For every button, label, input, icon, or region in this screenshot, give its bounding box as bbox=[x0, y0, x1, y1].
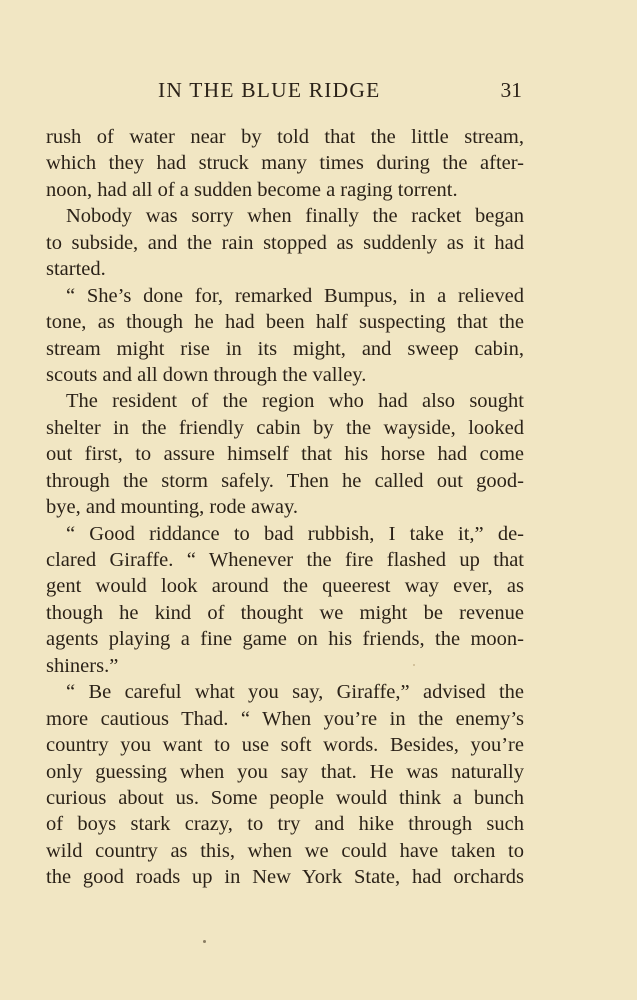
text-line: agents playing a fine game on his friends, the moon- bbox=[46, 628, 524, 651]
text-line: which they had struck many times during the after- bbox=[46, 152, 524, 175]
paper-speck bbox=[203, 940, 206, 943]
page-header bbox=[46, 78, 524, 112]
text-line: more cautious Thad. “ When you’re in the enemy’s bbox=[46, 707, 524, 730]
text-line: bye, and mounting, rode away. bbox=[46, 496, 299, 519]
text-line: started. bbox=[46, 258, 106, 281]
text-line: tone, as though he had been half suspecting that the bbox=[46, 311, 524, 334]
text-line: though he kind of thought we might be revenue bbox=[46, 601, 524, 624]
text-line: stream might rise in its might, and sweep cabin, bbox=[46, 337, 524, 360]
text-line: noon, had all of a sudden become a raging torrent. bbox=[46, 178, 458, 201]
text-line: shiners.” bbox=[46, 654, 119, 677]
text-line: scouts and all down through the valley. bbox=[46, 363, 367, 386]
text-line: gent would look around the queerest way ever, as bbox=[46, 575, 524, 598]
text-line: curious about us. Some people would think a bunch bbox=[46, 786, 524, 809]
text-line: the good roads up in New York State, had orchards bbox=[46, 866, 524, 889]
text-line: out first, to assure himself that his horse had come bbox=[46, 443, 524, 466]
text-line: “ Good riddance to bad rubbish, I take it,” de- bbox=[66, 522, 524, 545]
paper-speck bbox=[413, 664, 415, 666]
text-line: shelter in the friendly cabin by the wayside, looked bbox=[46, 416, 524, 439]
text-line: country you want to use soft words. Besides, you’re bbox=[46, 734, 524, 757]
body-text bbox=[46, 124, 524, 891]
text-line: to subside, and the rain stopped as suddenly as it had bbox=[46, 231, 524, 254]
page-number: 31 bbox=[500, 78, 522, 102]
text-line: wild country as this, when we could have taken to bbox=[46, 839, 524, 862]
text-line: of boys stark crazy, to try and hike through such bbox=[46, 813, 524, 836]
text-line: rush of water near by told that the little stream, bbox=[46, 126, 524, 148]
text-line: Nobody was sorry when finally the racket began bbox=[66, 205, 524, 228]
text-line: clared Giraffe. “ Whenever the fire flashed up that bbox=[46, 549, 524, 571]
text-line: only guessing when you say that. He was naturally bbox=[46, 760, 524, 783]
text-line: “ She’s done for, remarked Bumpus, in a relieved bbox=[66, 284, 524, 307]
text-line: The resident of the region who had also sought bbox=[66, 390, 524, 413]
running-head: IN THE BLUE RIDGE bbox=[158, 78, 381, 102]
text-line: “ Be careful what you say, Giraffe,” advised the bbox=[66, 681, 524, 704]
text-line: through the storm safely. Then he called out good- bbox=[46, 469, 524, 492]
